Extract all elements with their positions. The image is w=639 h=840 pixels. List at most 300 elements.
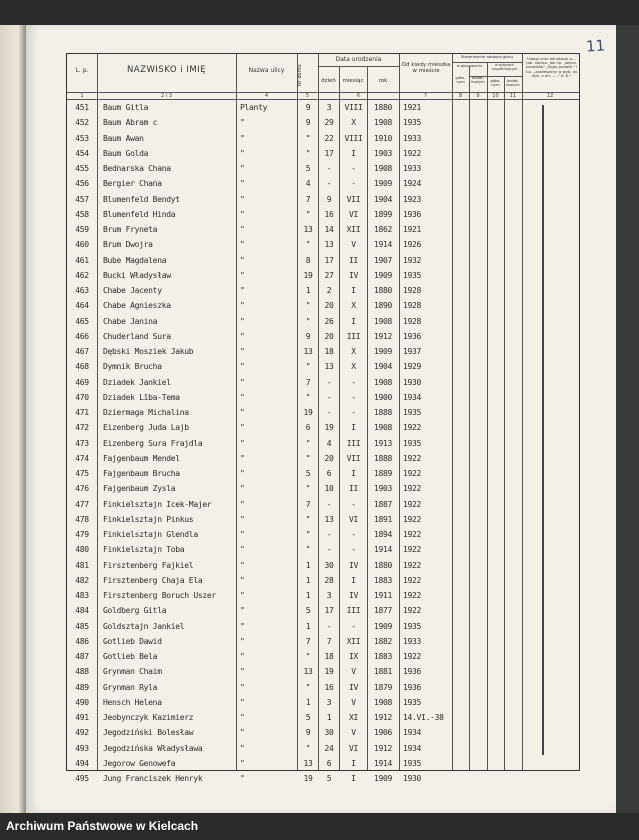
cell-day: 13 [324,240,334,250]
cell-house: 1 [305,621,311,631]
cell-house: " [305,133,311,143]
cell-name: Baum Abram c [103,118,158,128]
cell-house: " [305,301,311,311]
cell-month: II [348,255,359,265]
cell-street: " [240,667,245,677]
cell-month: - [351,530,356,539]
cell-day: 3 [326,103,332,112]
table-row [67,208,578,223]
cell-name: Hensch Helena [103,697,162,707]
cell-name: Bucki Władysław [103,270,171,280]
cell-month: X [351,362,356,372]
cell-name: Gotlieb Bela [103,652,158,661]
table-row [67,772,578,787]
cell-since: 14.VI.-38 [403,713,444,722]
cell-lp: 455 [75,164,89,173]
cell-name: Baum Gitla [103,103,149,112]
cell-house: 13 [303,758,313,768]
cell-since: 1933 [403,133,422,143]
cell-lp: 457 [75,194,89,204]
cell-lp: 453 [75,133,89,143]
cell-lp: 466 [75,331,89,341]
table-row [67,147,578,162]
cell-year: 1879 [373,682,393,692]
cell-month: - [351,408,356,417]
header-line [67,99,579,100]
cell-street: " [240,225,245,234]
cell-day: 9 [326,194,332,204]
cell-month: VI [348,514,359,524]
table-row [67,452,578,467]
cell-street: " [240,545,245,555]
cell-name: Jegodzińska Władysława [103,743,203,753]
cell-since: 1934 [403,392,422,402]
cell-name: Grynman Ryla [103,682,158,692]
header-stamp-sub1: w głosowaniu [456,63,483,68]
cell-street: " [240,697,245,707]
table-row [67,589,578,604]
cell-street: " [240,255,245,265]
cell-day: 6 [326,469,332,478]
table-row [67,162,578,177]
cell-since: 1935 [403,408,422,417]
cell-lp: 479 [75,530,89,539]
cell-since: 1928 [403,286,422,295]
cell-since: 1922 [403,148,422,158]
cell-year: 1914 [373,240,393,250]
cell-house: 9 [305,728,311,738]
cell-since: 1921 [403,225,422,234]
cell-year: 1883 [373,652,393,661]
cell-day: 26 [324,316,334,326]
header-street: Nazwa ulicy [248,67,285,74]
cell-lp: 485 [75,621,89,631]
cell-house: 7 [305,194,311,204]
cell-lp: 477 [75,499,89,509]
table-row [67,376,578,391]
cell-lp: 471 [75,408,89,417]
cell-since: 1922 [403,560,422,570]
cell-year: 1908 [373,316,393,326]
cell-day: 17 [324,606,334,616]
cell-name: Fajgenbaum Zysla [103,484,176,494]
col-num: 12 [546,93,554,99]
cell-month: IX [348,652,359,661]
cell-day: 28 [324,575,334,585]
cell-since: 1936 [403,667,422,677]
header-birth: Data urodzenia [335,56,382,63]
cell-year: 1891 [373,514,393,524]
cell-year: 1880 [373,560,393,570]
cell-lp: 461 [75,255,89,265]
folio-number: 11 [585,36,606,56]
cell-month: IV [348,270,359,280]
header-col-dod2: dodat- kowym [506,78,520,88]
cell-lp: 454 [75,148,89,158]
cell-year: 1914 [373,758,393,768]
cell-name: Bergier Chana [103,179,162,189]
table-row [67,620,578,635]
table-row [67,696,578,711]
cell-day: - [326,499,332,509]
cell-name: Dębski Mosziek Jakub [103,347,194,356]
col-num: 7 [423,93,428,99]
table-row [67,711,578,726]
cell-house: 6 [305,423,311,433]
cell-month: - [351,377,356,387]
cell-year: 1909 [373,179,393,189]
cell-since: 1923 [403,194,422,204]
header-name: NAZWISKO i IMIĘ [126,65,207,75]
table-row [67,284,578,299]
cell-house: 7 [305,377,311,387]
table-row [67,101,578,116]
cell-since: 1934 [403,728,422,738]
cell-since: 1922 [403,499,422,509]
cell-since: 1922 [403,591,422,600]
cell-since: 1933 [403,636,422,646]
header-day: dzień [321,78,336,84]
cell-house: 1 [305,591,311,600]
cell-day: - [326,408,332,417]
cell-lp: 468 [75,362,89,372]
cell-day: 10 [324,484,334,494]
table-row [67,437,578,452]
cell-name: Finkielsztajn Toba [103,545,185,555]
cell-name: Chabe Agnieszka [103,301,171,311]
cell-name: Finkielsztajn Pinkus [103,514,194,524]
cell-day: - [326,179,332,189]
table-row [67,223,578,238]
cell-house: " [305,438,311,448]
cell-name: Firsztenberg Fajkiel [103,560,194,570]
cell-month: VII [346,453,361,463]
cell-street: " [240,606,245,616]
cell-lp: 462 [75,270,89,280]
cell-name: Jeobynczyk Kazimierz [103,713,194,722]
cell-month: XII [346,636,361,646]
cell-house: 1 [305,697,311,707]
cell-lp: 491 [75,713,89,722]
cell-lp: 456 [75,179,89,189]
cell-lp: 484 [75,606,89,616]
cell-name: Eizenberg Sura Frajdla [103,438,203,448]
cell-house: " [305,148,311,158]
cell-house: 19 [303,270,313,280]
cell-since: 1932 [403,255,422,265]
cell-name: Chabe Jacenty [103,286,162,295]
cell-street: " [240,377,245,387]
cell-house: 1 [305,286,311,295]
cell-lp: 463 [75,286,89,295]
cell-month: I [351,575,356,585]
table-row [67,604,578,619]
cell-day: 18 [324,347,334,356]
cell-month: I [351,286,356,295]
cell-street: " [240,591,245,600]
cell-lp: 481 [75,560,89,570]
cell-house: " [305,743,311,753]
cell-house: 7 [305,499,311,509]
cell-street: " [240,743,245,753]
cell-year: 1888 [373,453,393,463]
cell-house: 5 [305,713,311,722]
cell-street: " [240,636,245,646]
cell-since: 1922 [403,423,422,433]
cell-lp: 482 [75,575,89,585]
cell-month: - [351,179,356,189]
archive-footer: Archiwum Państwowe w Kielcach [0,813,639,840]
cell-name: Jung Franciszek Henryk [103,774,203,783]
left-page-edge [0,25,26,813]
cell-house: " [305,209,311,219]
cell-lp: 464 [75,301,89,311]
cell-street: " [240,179,245,189]
cell-name: Dziadek Jankiel [103,377,171,387]
cell-house: 5 [305,164,311,173]
cell-year: 1906 [373,728,393,738]
cell-street: " [240,362,245,372]
cell-year: 1909 [373,270,393,280]
cell-since: 1922 [403,484,422,494]
cell-day: 16 [324,682,334,692]
cell-street: " [240,484,245,494]
cell-house: " [305,316,311,326]
cell-year: 1908 [373,377,393,387]
cell-house: " [305,392,311,402]
cell-street: " [240,148,245,158]
col-num: 9 [476,93,480,99]
cell-name: Bednarska Chana [103,164,171,173]
cell-house: " [305,453,311,463]
cell-lp: 490 [75,697,89,707]
cell-month: VI [348,209,359,219]
cell-month: IV [348,682,359,692]
margin-line [542,105,544,755]
header-col-glow1: głów- nym [455,75,466,85]
cell-house: 13 [303,667,313,677]
header-year: rok [378,78,388,84]
cell-street: " [240,652,245,661]
cell-month: - [351,621,356,631]
cell-month: X [351,347,356,356]
cell-day: 20 [324,331,334,341]
cell-name: Blumenfeld Bendyt [103,194,180,204]
cell-month: XI [348,713,359,722]
table-row [67,406,578,421]
table-row [67,742,578,757]
cell-day: 18 [324,652,334,661]
cell-day: 30 [324,728,334,738]
cell-lp: 460 [75,240,89,250]
cell-year: 1882 [373,636,393,646]
cell-year: 1862 [373,225,393,234]
cell-since: 1924 [403,179,422,189]
cell-name: Grynman Chaim [103,667,162,677]
cell-street: " [240,438,245,448]
cell-month: VI [348,743,359,753]
cell-lp: 473 [75,438,89,448]
cell-year: 1899 [373,209,393,219]
cell-since: 1922 [403,514,422,524]
cell-lp: 492 [75,728,89,738]
cell-month: V [351,728,356,738]
cell-year: 1909 [373,774,393,783]
table-row [67,391,578,406]
cell-name: Blumenfeld Hinda [103,209,176,219]
cell-since: 1926 [403,240,422,250]
cell-since: 1934 [403,743,422,753]
cell-street: " [240,774,245,783]
cell-day: 3 [326,591,332,600]
cell-street: " [240,347,245,356]
cell-month: - [351,545,356,555]
cell-house: 13 [303,225,313,234]
cell-day: 3 [326,697,332,707]
document-page [26,25,616,813]
cell-house: " [305,545,311,555]
header-col-glow2: głów- nym [490,78,501,88]
cell-street: " [240,133,245,143]
cell-month: VIII [344,103,363,112]
cell-name: Firsztenberg Boruch Uszer [103,591,216,600]
cell-lp: 478 [75,514,89,524]
cell-year: 1880 [373,103,393,112]
col-num: 2 i 3 [161,93,172,99]
cell-lp: 489 [75,682,89,692]
col-num: 1 [80,93,84,99]
cell-house: 9 [305,118,311,128]
cell-house: 5 [305,606,311,616]
cell-house: 9 [305,331,311,341]
cell-since: 1937 [403,347,422,356]
cell-name: Chabe Janina [103,316,158,326]
cell-month: X [351,118,356,128]
cell-house: 19 [303,408,313,417]
cell-since: 1922 [403,606,422,616]
cell-month: XII [346,225,361,234]
cell-year: 1908 [373,118,393,128]
cell-month: I [351,423,356,433]
cell-street: " [240,514,245,524]
cell-day: 20 [324,301,334,311]
cell-day: 27 [324,270,334,280]
cell-month: I [351,758,356,768]
cell-lp: 475 [75,469,89,478]
cell-day: 13 [324,514,334,524]
cell-year: 1908 [373,164,393,173]
cell-house: 13 [303,347,313,356]
cell-since: 1936 [403,682,422,692]
cell-name: Baum Golda [103,148,149,158]
cell-house: " [305,362,311,372]
table-row [67,132,578,147]
cell-street: " [240,301,245,311]
cell-street: " [240,758,245,768]
cell-day: 14 [324,225,334,234]
cell-since: 1928 [403,301,422,311]
table-row [67,559,578,574]
cell-since: 1935 [403,438,422,448]
cell-lp: 486 [75,636,89,646]
cell-name: Dziadek Lība-Tema [103,392,180,402]
cell-lp: 488 [75,667,89,677]
cell-since: 1935 [403,697,422,707]
cell-day: - [326,164,332,173]
table-row [67,498,578,513]
cell-day: 29 [324,118,334,128]
cell-since: 1922 [403,575,422,585]
table-row [67,299,578,314]
cell-year: 1909 [373,347,393,356]
cell-day: 2 [326,286,332,295]
cell-lp: 480 [75,545,89,555]
cell-day: 20 [324,453,334,463]
cell-month: V [351,697,356,707]
cell-house: " [305,682,311,692]
cell-lp: 472 [75,423,89,433]
table-row [67,757,578,772]
header-stamp-sub2: w wyborach uzupełniających [491,63,518,71]
cell-since: 1935 [403,758,422,768]
cell-since: 1930 [403,377,422,387]
cell-day: 7 [326,636,332,646]
cell-since: 1922 [403,453,422,463]
cell-street: " [240,209,245,219]
table-row [67,345,578,360]
cell-day: - [326,545,332,555]
cell-month: I [351,469,356,478]
cell-name: Fajgenbaum Mendel [103,453,180,463]
cell-name: Bube Magdalena [103,255,167,265]
cell-name: Brum Dwojra [103,240,153,250]
cell-month: IV [348,591,359,600]
cell-day: 19 [324,667,334,677]
cell-day: 4 [326,438,332,448]
cell-street: " [240,713,245,722]
cell-street: " [240,453,245,463]
cell-street: " [240,286,245,295]
cell-day: 24 [324,743,334,753]
voter-register-table [66,53,580,783]
table-row [67,543,578,558]
header-line [318,66,399,67]
header-month: miesiąc [342,78,364,84]
cell-street: " [240,392,245,402]
cell-year: 1894 [373,530,393,539]
cell-lp: 493 [75,743,89,753]
cell-month: VII [346,194,361,204]
cell-name: Firsztenberg Chaja Ela [103,575,203,585]
cell-since: 1928 [403,316,422,326]
cell-street: " [240,194,245,204]
cell-day: - [326,377,332,387]
cell-since: 1935 [403,621,422,631]
cell-house: " [305,484,311,494]
cell-month: VIII [344,133,363,143]
cell-since: 1935 [403,270,422,280]
cell-month: IV [348,560,359,570]
cell-day: 30 [324,560,334,570]
cell-house: " [305,652,311,661]
cell-year: 1889 [373,469,393,478]
cell-since: 1929 [403,362,422,372]
cell-month: I [351,148,356,158]
cell-lp: 467 [75,347,89,356]
cell-since: 1930 [403,774,422,783]
table-row [67,513,578,528]
cell-year: 1914 [373,545,393,555]
